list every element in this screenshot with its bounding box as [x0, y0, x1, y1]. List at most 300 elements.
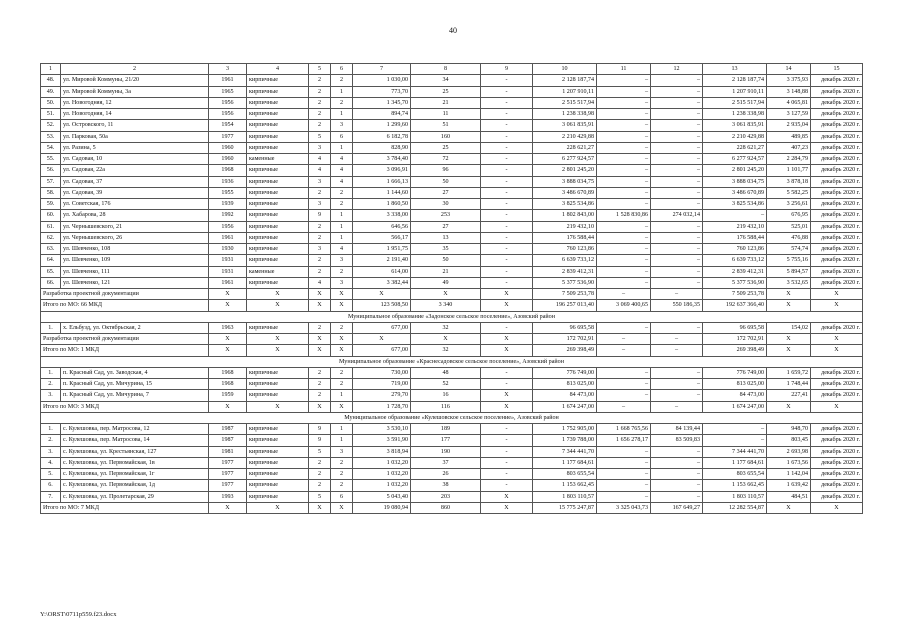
table-cell: 6 277 924,57 — [703, 154, 767, 165]
table-cell: 16 — [411, 390, 481, 401]
table-cell: 2 — [331, 75, 353, 86]
table-cell: – — [651, 75, 703, 86]
table-row — [41, 322, 863, 333]
table-cell: декабрь 2020 г. — [811, 131, 863, 142]
table-cell: кирпичные — [247, 142, 309, 153]
table-cell: 4 — [309, 277, 331, 288]
table-cell: 96 695,58 — [533, 322, 597, 333]
table-cell: 677,00 — [353, 322, 411, 333]
table-cell: кирпичные — [247, 221, 309, 232]
table-cell: – — [651, 142, 703, 153]
section-title-row — [41, 412, 863, 423]
table-cell: с. Кулешовка, ул. Первомайская, 1г — [61, 469, 209, 480]
table-cell: - — [481, 367, 533, 378]
table-cell: 1 — [331, 221, 353, 232]
summary-cell: X — [247, 345, 309, 356]
table-cell: - — [481, 244, 533, 255]
section-title: Муниципальное образование «Кулешовское сельское поселение», Азовский район — [41, 412, 863, 423]
table-cell: 1 142,04 — [767, 469, 811, 480]
table-cell: кирпичные — [247, 379, 309, 390]
summary-cell: X — [309, 345, 331, 356]
table-cell: 948,70 — [767, 424, 811, 435]
table-cell: 5 043,40 — [353, 491, 411, 502]
table-cell: 6 277 924,57 — [533, 154, 597, 165]
table-cell: – — [651, 176, 703, 187]
table-cell: – — [651, 199, 703, 210]
table-cell: ул. Садовая, 22а — [61, 165, 209, 176]
table-cell: декабрь 2020 г. — [811, 480, 863, 491]
summary-cell: X — [209, 334, 247, 345]
table-cell: 1 153 662,45 — [703, 480, 767, 491]
table-row — [41, 210, 863, 221]
table-cell: 3 338,00 — [353, 210, 411, 221]
table-cell: 2 — [309, 457, 331, 468]
table-row — [41, 109, 863, 120]
table-cell: 2 — [309, 255, 331, 266]
table-cell: – — [651, 469, 703, 480]
table-cell: 1 177 684,61 — [533, 457, 597, 468]
table-cell: 66. — [41, 277, 61, 288]
table-cell: 3 096,91 — [353, 165, 411, 176]
table-cell: – — [651, 277, 703, 288]
table-cell: 189 — [411, 424, 481, 435]
summary-cell: X — [331, 502, 353, 513]
table-cell: - — [481, 322, 533, 333]
table-row — [41, 75, 863, 86]
table-cell: 525,01 — [767, 221, 811, 232]
table-cell: кирпичные — [247, 187, 309, 198]
table-cell: – — [597, 120, 651, 131]
table-cell: 1 802 843,00 — [533, 210, 597, 221]
table-cell: X — [481, 491, 533, 502]
table-cell: 2 — [331, 97, 353, 108]
table-cell: декабрь 2020 г. — [811, 255, 863, 266]
summary-cell: – — [651, 289, 703, 300]
summary-cell: X — [811, 401, 863, 412]
table-cell: кирпичные — [247, 97, 309, 108]
table-cell: ул. Советская, 176 — [61, 199, 209, 210]
table-cell: кирпичные — [247, 210, 309, 221]
table-cell: п. Красный Сад, ул. Заводская, 4 — [61, 367, 209, 378]
summary-cell: 15 775 247,87 — [533, 502, 597, 513]
summary-cell: X — [353, 334, 411, 345]
summary-row — [41, 334, 863, 345]
summary-row — [41, 345, 863, 356]
summary-cell: 3 340 — [411, 300, 481, 311]
section-title-row — [41, 356, 863, 367]
table-cell: ул. Мировой Коммуны, 3а — [61, 86, 209, 97]
table-cell: 803 655,54 — [533, 469, 597, 480]
table-cell: 6 639 733,12 — [703, 255, 767, 266]
table-row — [41, 120, 863, 131]
table-cell: ул. Парковая, 50а — [61, 131, 209, 142]
table-cell: – — [597, 491, 651, 502]
table-cell: - — [481, 255, 533, 266]
summary-cell: – — [597, 334, 651, 345]
table-cell: 84 473,00 — [703, 390, 767, 401]
table-cell: – — [651, 255, 703, 266]
table-body — [41, 64, 863, 514]
summary-cell: 269 398,49 — [533, 345, 597, 356]
table-cell: 2. — [41, 435, 61, 446]
table-cell: декабрь 2020 г. — [811, 457, 863, 468]
table-cell: 3 532,65 — [767, 277, 811, 288]
table-cell: – — [651, 390, 703, 401]
table-cell: 4 — [309, 165, 331, 176]
table-cell: 3 825 534,86 — [533, 199, 597, 210]
table-cell: 1968 — [209, 379, 247, 390]
table-cell: – — [651, 154, 703, 165]
section-title-row — [41, 311, 863, 322]
table-cell: 813 025,00 — [533, 379, 597, 390]
table-cell: 1965 — [209, 86, 247, 97]
table-cell: декабрь 2020 г. — [811, 266, 863, 277]
table-cell: 476,88 — [767, 232, 811, 243]
table-cell: 1936 — [209, 176, 247, 187]
table-cell: – — [597, 480, 651, 491]
table-cell: кирпичные — [247, 232, 309, 243]
table-cell: 59. — [41, 199, 61, 210]
table-cell: декабрь 2020 г. — [811, 322, 863, 333]
table-cell: декабрь 2020 г. — [811, 165, 863, 176]
table-cell: кирпичные — [247, 131, 309, 142]
table-row — [41, 244, 863, 255]
table-cell: 1 659,72 — [767, 367, 811, 378]
table-cell: 2 — [331, 480, 353, 491]
table-cell: 2 801 245,20 — [703, 165, 767, 176]
summary-cell: 172 702,91 — [703, 334, 767, 345]
table-cell: 1 101,77 — [767, 165, 811, 176]
table-cell: 3 888 034,75 — [703, 176, 767, 187]
table-cell: – — [651, 480, 703, 491]
table-cell: 5 — [309, 491, 331, 502]
table-cell: 21 — [411, 266, 481, 277]
table-cell: 1930 — [209, 244, 247, 255]
table-cell: - — [481, 131, 533, 142]
table-cell: 1987 — [209, 435, 247, 446]
summary-cell: X — [331, 334, 353, 345]
summary-cell: 32 — [411, 345, 481, 356]
table-cell: 2 128 187,74 — [703, 75, 767, 86]
table-cell: 1 207 910,11 — [703, 86, 767, 97]
table-cell: – — [651, 379, 703, 390]
table-cell: 3 — [309, 199, 331, 210]
table-cell: 3 256,61 — [767, 199, 811, 210]
table-cell: 253 — [411, 210, 481, 221]
table-row — [41, 446, 863, 457]
table-cell: 83 509,83 — [651, 435, 703, 446]
table-cell: 1 — [331, 424, 353, 435]
summary-cell: X — [247, 502, 309, 513]
table-cell: 58. — [41, 187, 61, 198]
table-cell: 7. — [41, 491, 61, 502]
table-row — [41, 379, 863, 390]
table-cell: - — [481, 277, 533, 288]
table-row — [41, 277, 863, 288]
summary-cell: X — [811, 289, 863, 300]
table-cell: декабрь 2020 г. — [811, 244, 863, 255]
table-cell: ул. Садовая, 10 — [61, 154, 209, 165]
summary-cell: X — [767, 300, 811, 311]
table-cell: 1 951,75 — [353, 244, 411, 255]
summary-label: Итого по МО: 3 МКД — [41, 401, 209, 412]
table-cell: 1961 — [209, 232, 247, 243]
table-cell: кирпичные — [247, 109, 309, 120]
table-cell: 2 — [331, 367, 353, 378]
table-cell: декабрь 2020 г. — [811, 446, 863, 457]
table-cell: кирпичные — [247, 491, 309, 502]
table-cell: – — [651, 457, 703, 468]
footer-file-path: Y:\ORST\0711p559.f23.docx — [40, 611, 117, 618]
table-cell: 1 639,42 — [767, 480, 811, 491]
table-cell: декабрь 2020 г. — [811, 210, 863, 221]
table-cell: - — [481, 457, 533, 468]
table-cell: 4 — [331, 154, 353, 165]
column-number-cell: 10 — [533, 64, 597, 75]
table-row — [41, 255, 863, 266]
table-cell: 1981 — [209, 446, 247, 457]
table-cell: – — [597, 457, 651, 468]
summary-label: Итого по МО: 7 МКД — [41, 502, 209, 513]
table-cell: 3 127,59 — [767, 109, 811, 120]
table-cell: 3 — [309, 142, 331, 153]
table-cell: 30 — [411, 199, 481, 210]
table-cell: 2 — [331, 266, 353, 277]
table-cell: 1 656 278,17 — [597, 435, 651, 446]
table-cell: – — [597, 367, 651, 378]
table-cell: - — [481, 165, 533, 176]
table-cell: 1963 — [209, 322, 247, 333]
summary-cell: X — [309, 334, 331, 345]
table-cell: 3 784,40 — [353, 154, 411, 165]
table-cell: 2 — [309, 187, 331, 198]
table-row — [41, 491, 863, 502]
summary-label: Итого по МО: 1 МКД — [41, 345, 209, 356]
table-cell: ул. Чернышевского, 26 — [61, 232, 209, 243]
table-cell: – — [651, 446, 703, 457]
column-number-cell: 3 — [209, 64, 247, 75]
summary-cell: X — [411, 334, 481, 345]
table-cell: 2 — [331, 469, 353, 480]
summary-cell: X — [353, 289, 411, 300]
column-number-cell: 2 — [61, 64, 209, 75]
table-cell: - — [481, 120, 533, 131]
table-row — [41, 165, 863, 176]
table-cell: 1956 — [209, 97, 247, 108]
summary-cell: X — [811, 334, 863, 345]
table-row — [41, 367, 863, 378]
table-cell: 274 032,14 — [651, 210, 703, 221]
table-cell: 2 191,40 — [353, 255, 411, 266]
summary-cell: X — [331, 289, 353, 300]
table-cell: декабрь 2020 г. — [811, 199, 863, 210]
summary-row — [41, 401, 863, 412]
column-number-cell: 13 — [703, 64, 767, 75]
table-cell: – — [651, 120, 703, 131]
table-cell: 2 — [309, 266, 331, 277]
table-cell: 72 — [411, 154, 481, 165]
table-cell: - — [481, 266, 533, 277]
table-row — [41, 154, 863, 165]
table-cell: – — [597, 232, 651, 243]
summary-cell: X — [811, 300, 863, 311]
summary-cell: X — [811, 345, 863, 356]
table-row — [41, 435, 863, 446]
table-cell: 894,74 — [353, 109, 411, 120]
column-number-cell: 11 — [597, 64, 651, 75]
table-cell: 1956 — [209, 221, 247, 232]
table-cell: ул. Мировой Коммуны, 21/20 — [61, 75, 209, 86]
table-cell: 646,56 — [353, 221, 411, 232]
table-cell: 37 — [411, 457, 481, 468]
table-cell: ул. Новогодняя, 12 — [61, 97, 209, 108]
table-cell: – — [597, 390, 651, 401]
table-cell: 2 — [309, 390, 331, 401]
table-cell: ул. Хабарова, 28 — [61, 210, 209, 221]
table-cell: кирпичные — [247, 277, 309, 288]
table-cell: – — [651, 187, 703, 198]
summary-cell: X — [411, 289, 481, 300]
table-cell: 2 839 412,31 — [533, 266, 597, 277]
table-cell: 2. — [41, 379, 61, 390]
table-cell: 813 025,00 — [703, 379, 767, 390]
table-cell: 2 — [309, 367, 331, 378]
table-row — [41, 176, 863, 187]
table-cell: 3 061 835,91 — [703, 120, 767, 131]
table-cell: - — [481, 187, 533, 198]
table-cell: 1 299,60 — [353, 120, 411, 131]
section-title: Муниципальное образование «Краснесадовское сельское поселение», Азовский район — [41, 356, 863, 367]
table-cell: 55. — [41, 154, 61, 165]
table-cell: декабрь 2020 г. — [811, 109, 863, 120]
table-cell: декабрь 2020 г. — [811, 97, 863, 108]
summary-cell: 196 257 013,40 — [533, 300, 597, 311]
table-cell: 52. — [41, 120, 61, 131]
summary-cell: 7 509 253,78 — [533, 289, 597, 300]
table-cell: декабрь 2020 г. — [811, 176, 863, 187]
table-cell: кирпичные — [247, 165, 309, 176]
column-number-cell: 8 — [411, 64, 481, 75]
summary-cell: X — [247, 300, 309, 311]
summary-cell: 269 398,49 — [703, 345, 767, 356]
table-cell: – — [597, 142, 651, 153]
table-cell: 2 — [309, 232, 331, 243]
table-cell: с. Кулешовка, пер. Матросова, 12 — [61, 424, 209, 435]
table-cell: – — [597, 266, 651, 277]
table-cell: – — [651, 266, 703, 277]
table-cell: 1993 — [209, 491, 247, 502]
table-cell: 776 749,00 — [533, 367, 597, 378]
table-cell: 1968 — [209, 165, 247, 176]
table-cell: 1 144,60 — [353, 187, 411, 198]
table-cell: 1 — [331, 435, 353, 446]
table-row — [41, 469, 863, 480]
table-cell: ул. Садовая, 39 — [61, 187, 209, 198]
summary-cell: 19 080,94 — [353, 502, 411, 513]
table-cell: 1959 — [209, 390, 247, 401]
table-cell: – — [703, 424, 767, 435]
table-cell: 228 621,27 — [533, 142, 597, 153]
table-cell: 35 — [411, 244, 481, 255]
table-cell: - — [481, 221, 533, 232]
summary-label: Итого по МО: 66 МКД — [41, 300, 209, 311]
table-cell: 3 382,44 — [353, 277, 411, 288]
summary-cell: X — [209, 300, 247, 311]
table-cell: 2 284,79 — [767, 154, 811, 165]
table-cell: - — [481, 86, 533, 97]
table-cell: – — [651, 165, 703, 176]
table-cell: 773,70 — [353, 86, 411, 97]
table-cell: 2 — [309, 97, 331, 108]
table-cell: 1968 — [209, 367, 247, 378]
table-cell: 176 588,44 — [703, 232, 767, 243]
table-cell: 7 344 441,70 — [533, 446, 597, 457]
table-row — [41, 457, 863, 468]
table-cell: кирпичные — [247, 255, 309, 266]
table-cell: 11 — [411, 109, 481, 120]
table-cell: 1 153 662,45 — [533, 480, 597, 491]
table-cell: кирпичные — [247, 446, 309, 457]
table-cell: декабрь 2020 г. — [811, 424, 863, 435]
table-cell: 1 — [331, 109, 353, 120]
table-cell: – — [597, 176, 651, 187]
table-cell: 1961 — [209, 277, 247, 288]
table-row — [41, 266, 863, 277]
table-cell: 776 749,00 — [703, 367, 767, 378]
table-cell: 7 344 441,70 — [703, 446, 767, 457]
table-cell: 2 — [331, 379, 353, 390]
table-cell: 1992 — [209, 210, 247, 221]
table-cell: 3 — [331, 277, 353, 288]
table-cell: 51 — [411, 120, 481, 131]
table-cell: – — [651, 491, 703, 502]
summary-cell: – — [597, 345, 651, 356]
table-cell: 2 515 517,94 — [533, 97, 597, 108]
summary-cell: X — [481, 502, 533, 513]
table-cell: 6 182,78 — [353, 131, 411, 142]
summary-cell: 167 649,27 — [651, 502, 703, 513]
table-cell: 50 — [411, 176, 481, 187]
summary-cell: – — [651, 401, 703, 412]
table-cell: 4 — [331, 165, 353, 176]
table-cell: 21 — [411, 97, 481, 108]
table-cell: 1 238 338,98 — [533, 109, 597, 120]
table-cell: 1960 — [209, 142, 247, 153]
summary-cell: 1 674 247,00 — [703, 401, 767, 412]
table-cell: 1 032,20 — [353, 469, 411, 480]
summary-cell: 1 728,70 — [353, 401, 411, 412]
section-title: Муниципальное образование «Задонское сельское поселение», Азовский район — [41, 311, 863, 322]
table-row — [41, 187, 863, 198]
table-cell: – — [651, 131, 703, 142]
table-cell: 96 — [411, 165, 481, 176]
column-number-cell: 6 — [331, 64, 353, 75]
table-cell: кирпичные — [247, 75, 309, 86]
table-cell: 9 — [309, 435, 331, 446]
table-cell: 407,23 — [767, 142, 811, 153]
table-cell: 1 — [331, 210, 353, 221]
table-cell: 1 803 110,57 — [703, 491, 767, 502]
table-cell: – — [597, 255, 651, 266]
summary-cell: X — [309, 401, 331, 412]
summary-cell: 116 — [411, 401, 481, 412]
summary-cell: X — [331, 401, 353, 412]
summary-cell: X — [331, 300, 353, 311]
summary-cell: X — [247, 401, 309, 412]
table-cell: 3 — [331, 255, 353, 266]
column-number-cell: 9 — [481, 64, 533, 75]
table-cell: 5 755,16 — [767, 255, 811, 266]
